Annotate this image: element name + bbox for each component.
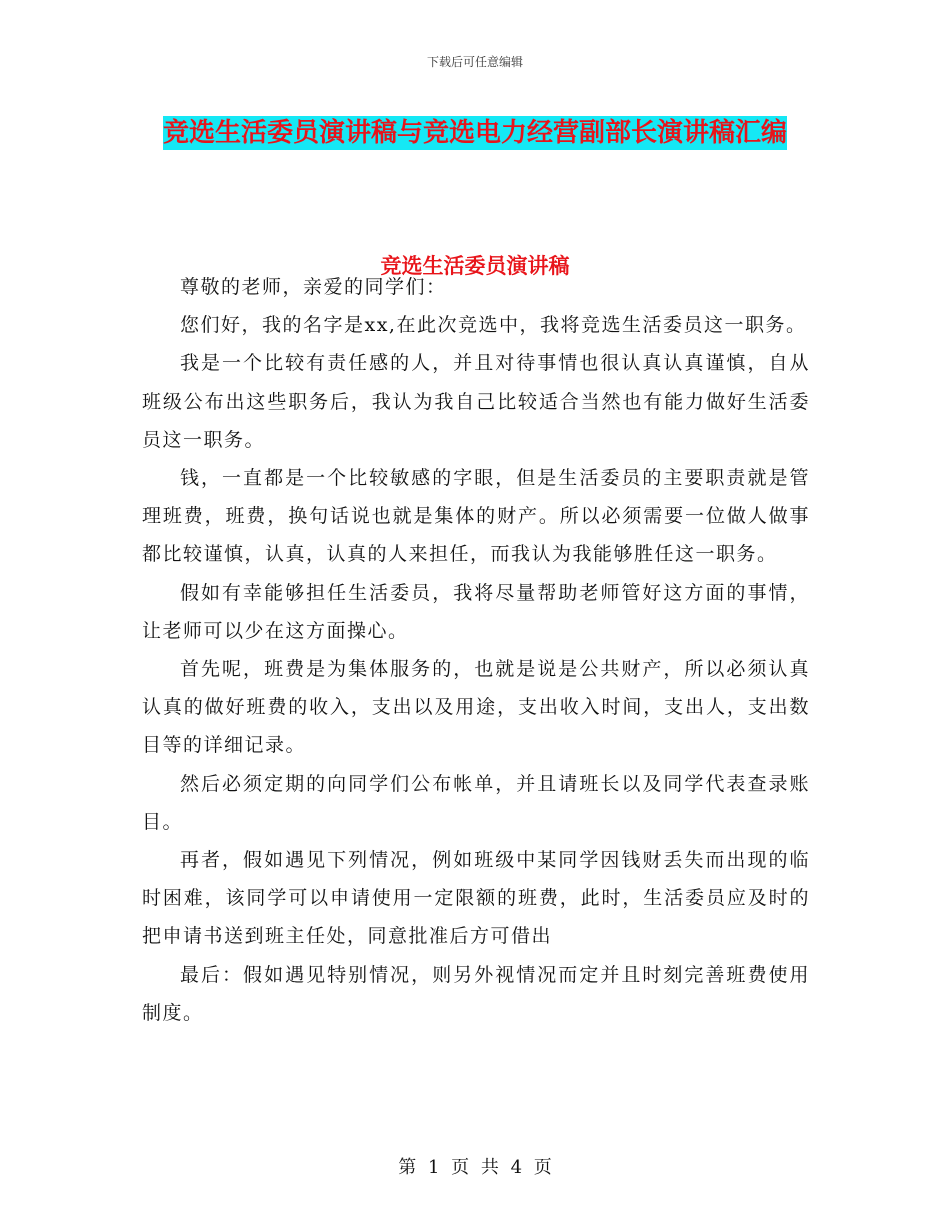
page-header-note: 下载后可任意编辑	[426, 55, 523, 69]
document-body	[142, 268, 810, 1032]
paragraph: 您们好，我的名字是xx,在此次竞选中，我将竞选生活委员这一职务。	[180, 314, 807, 337]
paragraph: 再者，假如遇见下列情况，例如班级中某同学因钱财丢失而出现的临时困难，该同学可以申请使用一定限额的班费，此时，生活委员应及时的把申请书送到班主任处，同意批准后方可借出	[142, 849, 810, 948]
paragraph: 钱，一直都是一个比较敏感的字眼，但是生活委员的主要职责就是管理班费，班费，换句话说也就是集体的财产。所以必须需要一位做人做事都比较谨慎，认真，认真的人来担任，而我认为我能够胜任这一职务。	[142, 467, 810, 566]
section-title: 竞选生活委员演讲稿	[380, 254, 570, 278]
document-title	[150, 108, 800, 158]
page-number: 第 1 页 共 4 页	[398, 1157, 552, 1178]
paragraph: 首先呢，班费是为集体服务的，也就是说是公共财产，所以必须认真认真的做好班费的收入，支出以及用途，支出收入时间，支出人，支出数目等的详细记录。	[142, 658, 810, 757]
paragraph: 假如有幸能够担任生活委员，我将尽量帮助老师管好这方面的事情，让老师可以少在这方面操心。	[142, 581, 810, 642]
paragraph: 最后：假如遇见特别情况，则另外视情况而定并且时刻完善班费使用制度。	[142, 963, 810, 1024]
document-title-text: 竞选生活委员演讲稿与竞选电力经营副部长演讲稿汇编	[162, 118, 787, 148]
paragraph: 我是一个比较有责任感的人，并且对待事情也很认真认真谨慎，自从班级公布出这些职务后，我认为我自己比较适合当然也有能力做好生活委员这一职务。	[142, 352, 810, 451]
paragraph: 然后必须定期的向同学们公布帐单，并且请班长以及同学代表查录账目。	[142, 772, 810, 833]
paragraph: 尊敬的老师，亲爱的同学们：	[180, 276, 447, 298]
